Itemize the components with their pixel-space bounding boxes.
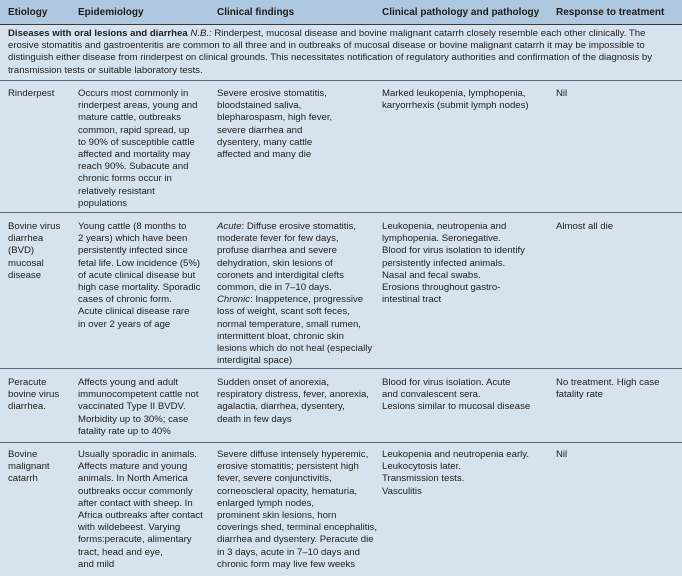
table-header <box>0 0 682 25</box>
row-divider <box>0 212 682 213</box>
cell-clinical: Sudden onset of anorexia, respiratory distress, fever, anorexia, agalactia, diarrhea, dysentery, death in few days <box>217 377 369 425</box>
cell-epidemiology: Affects young and adult immunocompetent cattle not vaccinated Type II BVDV. Morbidity up to 30%; case fatality rate up to 40% <box>78 377 199 437</box>
cell-epidemiology: Young cattle (8 months to 2 years) which have been persistently infected since fetal life. Low incidence (5%) of acute clinical disease but high case mortality. Sporadic cases of chronic form. Acute clinical disease rare in over 2 years of age <box>78 221 201 330</box>
header-clinical-pathology: Clinical pathology and pathology <box>382 7 540 18</box>
header-clinical-findings: Clinical findings <box>217 7 295 18</box>
cell-etiology: Bovine virus diarrhea (BVD) mucosal disease <box>8 221 61 281</box>
cell-epidemiology: Occurs most commonly in rinderpest areas, young and mature cattle, outbreaks common, rapid spread, up to 90% of susceptible cattle affected and mortality may reach 90%. Subacute and chronic forms occur in relatively resistant populations <box>78 88 198 209</box>
header-etiology: Etiology <box>8 7 48 18</box>
acute-text: : Diffuse erosive stomatitis, moderate fever for few days, profuse diarrhea and severe dehydration, skin lesions of coronets and interdigital clefts common, die in 7–10 days. <box>217 221 357 294</box>
cell-etiology: Peracute bovine virus diarrhea. <box>8 377 60 413</box>
note-title: Diseases with oral lesions and diarrhea <box>8 28 188 39</box>
cell-pathology: Marked leukopenia, lymphopenia, karyorrhexis (submit lymph nodes) <box>382 88 529 112</box>
cell-epidemiology: Usually sporadic in animals. Affects mature and young animals. In North America outbreaks occur commonly after contact with sheep. In Africa outbreaks after contact with wildebeest. Varying forms:peracute, alimentary tract, head and eye, and mild <box>78 449 203 570</box>
note-nb: N.B.: <box>190 28 212 39</box>
section-note <box>8 28 674 77</box>
chronic-text: : Inappetence, progressive loss of weight, scant soft feces, normal temperature, small rumen, intermittent bloat, chronic skin lesions which do not heal (especially interdigital space) <box>217 294 373 367</box>
cell-pathology: Leukopenia and neutropenia early. Leukocytosis later. Transmission tests. Vasculitis <box>382 449 530 497</box>
cell-treatment: Almost all die <box>556 221 614 232</box>
cell-treatment: Nil <box>556 88 568 99</box>
chronic-label: Chronic <box>217 294 251 306</box>
header-response: Response to treatment <box>556 7 665 18</box>
header-epidemiology: Epidemiology <box>78 7 144 18</box>
cell-etiology: Rinderpest <box>8 88 55 99</box>
cell-pathology: Leukopenia, neutropenia and lymphopenia. Seronegative. Blood for virus isolation to identify persistently infected animals. Nasal and fecal swabs. Erosions throughout gastro- intestinal tract <box>382 221 525 306</box>
note-text: Rinderpest, mucosal disease and bovine malignant catarrh closely resemble each other clinically. The erosive stomatitis and gastroenteritis are common to all three and in outbreaks of mucosal disease or bovine malignant catarrh it may be impossible to distinguish either disease from rinderpest on clinical grounds. This necessitates notification of regulatory authorities and confirmation of the diagnosis by transmission tests or suitable laboratory tests. <box>8 28 653 76</box>
row-divider <box>0 368 682 369</box>
cell-etiology: Bovine malignant catarrh <box>8 449 50 485</box>
cell-clinical <box>217 221 377 367</box>
cell-treatment: No treatment. High case fatality rate <box>556 377 660 401</box>
cell-pathology: Blood for virus isolation. Acute and convalescent sera. Lesions similar to mucosal disease <box>382 377 531 413</box>
cell-clinical: Severe erosive stomatitis, bloodstained saliva, blepharospasm, high fever, severe diarrhea and dysentery, many cattle affected and many die <box>217 88 333 161</box>
acute-label: Acute <box>217 221 242 232</box>
row-divider <box>0 442 682 443</box>
row-divider <box>0 80 682 81</box>
cell-treatment: Nil <box>556 449 568 460</box>
cell-clinical: Severe diffuse intensely hyperemic, erosive stomatitis; persistent high fever, severe conjunctivitis, corneoscleral opacity, hematuria, enlarged lymph nodes, prominent skin lesions, horn coverings shed, terminal encephalitis, diarrhea and dysentery. Peracute die in 3 days, acute in 7–10 days and chronic form may live few weeks <box>217 449 377 570</box>
